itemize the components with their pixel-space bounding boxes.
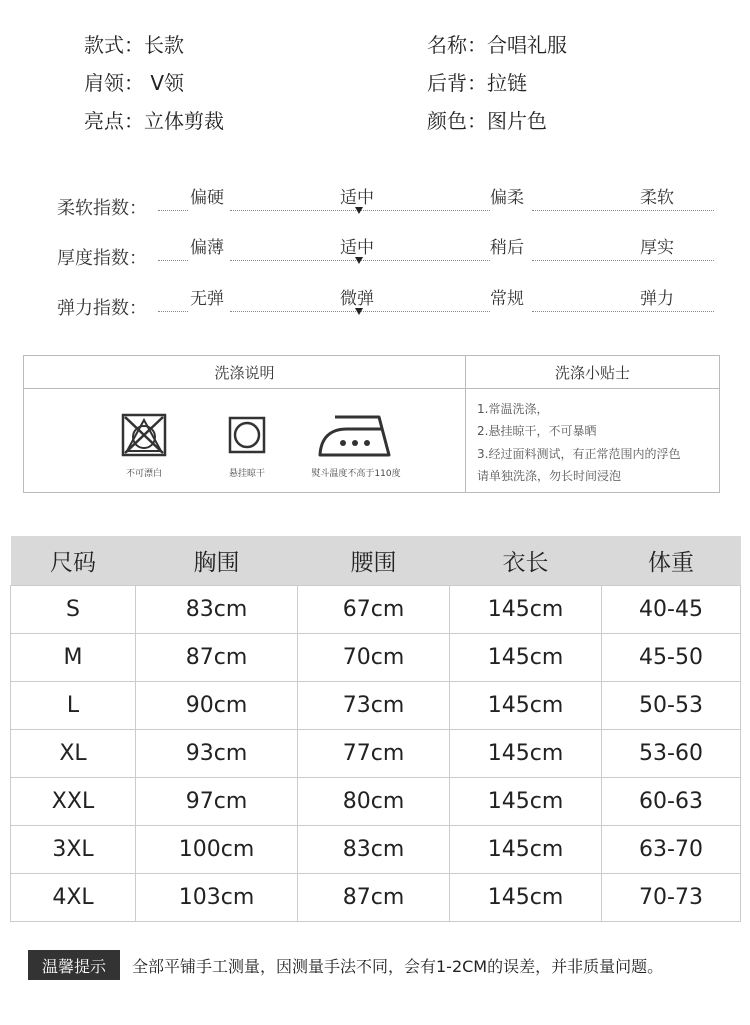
wash-tips-header: 洗涤小贴士 <box>466 356 719 389</box>
table-cell: 50-53 <box>602 682 741 730</box>
table-cell: 100cm <box>136 826 298 874</box>
dotted-line <box>158 260 188 261</box>
table-cell: 70-73 <box>602 874 741 922</box>
softness-option: 适中 <box>340 188 374 208</box>
thickness-label: 厚度指数： <box>57 248 147 269</box>
table-cell: L <box>11 682 136 730</box>
table-cell: 93cm <box>136 730 298 778</box>
softness-label: 柔软指数： <box>57 198 147 219</box>
table-cell: 80cm <box>298 778 450 826</box>
table-cell: S <box>11 586 136 634</box>
elasticity-marker-icon <box>355 308 363 315</box>
table-cell: 145cm <box>450 586 602 634</box>
table-cell: 73cm <box>298 682 450 730</box>
size-table <box>10 536 741 922</box>
table-cell: 87cm <box>136 634 298 682</box>
table-cell: 83cm <box>136 586 298 634</box>
table-row <box>11 586 741 634</box>
table-cell: 145cm <box>450 778 602 826</box>
elasticity-label: 弹力指数： <box>57 298 147 319</box>
wash-care-box <box>23 355 720 493</box>
iron-icon <box>317 411 397 457</box>
wash-instructions-header: 洗涤说明 <box>24 356 465 389</box>
hang-dry-icon <box>228 416 266 454</box>
icon-caption: 悬挂晾干 <box>228 469 265 479</box>
table-cell: 63-70 <box>602 826 741 874</box>
elasticity-option: 常规 <box>490 289 524 309</box>
wash-divider <box>465 356 466 492</box>
size-table-header <box>11 536 741 586</box>
table-cell: 4XL <box>11 874 136 922</box>
softness-option: 偏硬 <box>190 188 224 208</box>
dotted-line <box>158 210 188 211</box>
table-cell: 97cm <box>136 778 298 826</box>
header-chest: 胸围 <box>136 536 298 586</box>
attr-name: 名称：合唱礼服 <box>427 33 567 57</box>
table-cell: M <box>11 634 136 682</box>
table-cell: 77cm <box>298 730 450 778</box>
table-cell: 40-45 <box>602 586 741 634</box>
elasticity-option: 无弹 <box>190 289 224 309</box>
thickness-option: 适中 <box>340 238 374 258</box>
wash-tip: 2.悬挂晾干，不可暴晒 <box>477 424 597 438</box>
table-row <box>11 874 741 922</box>
table-cell: 3XL <box>11 826 136 874</box>
wash-tip: 请单独洗涤，勿长时间浸泡 <box>477 469 622 483</box>
table-cell: 67cm <box>298 586 450 634</box>
icon-caption: 不可漂白 <box>125 469 162 479</box>
notice-badge: 温馨提示 <box>28 950 120 980</box>
header-size: 尺码 <box>11 536 136 586</box>
dotted-line <box>532 260 714 261</box>
dotted-line <box>158 311 188 312</box>
table-cell: 83cm <box>298 826 450 874</box>
table-row <box>11 730 741 778</box>
elasticity-option: 微弹 <box>340 289 374 309</box>
table-cell: 103cm <box>136 874 298 922</box>
attr-back: 后背：拉链 <box>427 71 527 95</box>
wash-tip: 1.常温洗涤， <box>477 402 549 416</box>
table-cell: 145cm <box>450 730 602 778</box>
table-cell: 87cm <box>298 874 450 922</box>
thickness-option: 偏薄 <box>190 238 224 258</box>
table-row <box>11 778 741 826</box>
table-cell: XL <box>11 730 136 778</box>
header-length: 衣长 <box>450 536 602 586</box>
attr-color: 颜色：图片色 <box>427 109 547 133</box>
dotted-line <box>532 311 714 312</box>
softness-marker-icon <box>355 207 363 214</box>
thickness-option: 厚实 <box>640 238 674 258</box>
table-cell: 70cm <box>298 634 450 682</box>
table-cell: XXL <box>11 778 136 826</box>
elasticity-option: 弹力 <box>640 289 674 309</box>
table-cell: 60-63 <box>602 778 741 826</box>
softness-option: 柔软 <box>640 188 674 208</box>
header-waist: 腰围 <box>298 536 450 586</box>
thickness-option: 稍后 <box>490 238 524 258</box>
thickness-marker-icon <box>355 257 363 264</box>
table-cell: 145cm <box>450 874 602 922</box>
table-cell: 45-50 <box>602 634 741 682</box>
table-row <box>11 682 741 730</box>
no-bleach-icon <box>121 413 167 457</box>
table-row <box>11 634 741 682</box>
softness-option: 偏柔 <box>490 188 524 208</box>
attr-highlight: 亮点：立体剪裁 <box>84 109 224 133</box>
table-cell: 145cm <box>450 634 602 682</box>
notice-text: 全部平铺手工测量，因测量手法不同，会有1-2CM的误差，并非质量问题。 <box>132 957 664 976</box>
dotted-line <box>532 210 714 211</box>
table-cell: 90cm <box>136 682 298 730</box>
table-cell: 53-60 <box>602 730 741 778</box>
attr-style: 款式：长款 <box>84 33 184 57</box>
icon-caption: 熨斗温度不高于110度 <box>311 469 401 479</box>
table-cell: 145cm <box>450 826 602 874</box>
table-cell: 145cm <box>450 682 602 730</box>
attr-collar: 肩领： V领 <box>84 71 185 95</box>
wash-tip: 3.经过面料测试，有正常范围内的浮色 <box>477 447 681 461</box>
table-row <box>11 826 741 874</box>
header-weight: 体重 <box>602 536 741 586</box>
